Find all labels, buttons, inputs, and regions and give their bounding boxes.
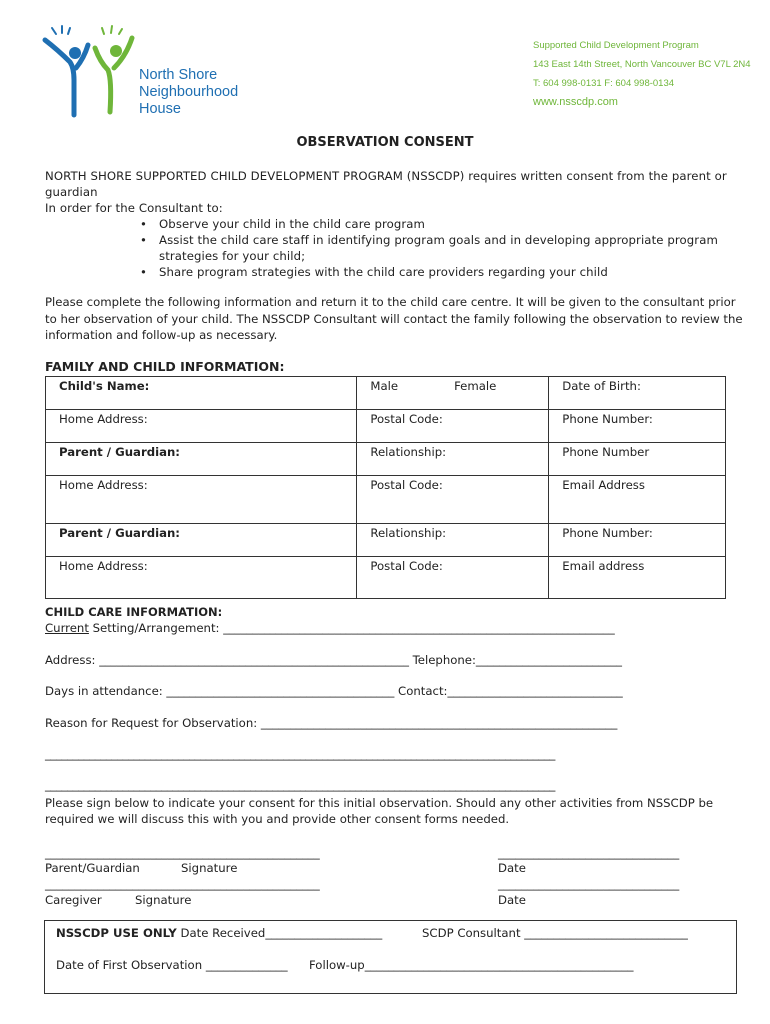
- field-date-of-birth[interactable]: Date of Birth:: [549, 377, 726, 410]
- field-phone-number[interactable]: Phone Number: [549, 443, 726, 476]
- intro: NORTH SHORE SUPPORTED CHILD DEVELOPMENT PROGRAM (NSSCDP) requires written consent from the parent or guardian In order for the Consultant to: • Observe your child in the child care program • Assist the child care staff in identifying program goals and in developing appropriate program strategies for your child; • Share program strategies with the child care providers regarding your child: [45, 168, 745, 280]
- field-date-received[interactable]: Date Received____________________: [180, 926, 383, 940]
- consultant-task-list: [45, 216, 745, 280]
- table-row: [46, 476, 726, 524]
- org-name: North Shore Neighbourhood House: [139, 67, 239, 117]
- field-postal-code[interactable]: Postal Code:: [357, 476, 549, 524]
- field-sex[interactable]: Male Female: [357, 377, 549, 410]
- list-item: • Assist the child care staff in identifying program goals and in developing appropriate program strategies for your child;: [137, 232, 733, 264]
- field-follow-up[interactable]: Follow-up______________________________________________: [309, 958, 634, 972]
- program-name: Supported Child Development Program: [533, 40, 699, 51]
- field-postal-code[interactable]: Postal Code:: [357, 410, 549, 443]
- caregiver-date-line[interactable]: _______________________________: [498, 877, 680, 891]
- list-item: • Share program strategies with the child care providers regarding your child: [137, 264, 745, 280]
- field-child-name[interactable]: Child's Name:: [46, 377, 357, 410]
- field-reason-cont[interactable]: ____________________________________________________________________________________________: [45, 747, 556, 761]
- program-phones: T: 604 998-0131 F: 604 998-0134: [533, 78, 675, 89]
- field-home-address[interactable]: Home Address:: [46, 557, 357, 599]
- field-address-telephone[interactable]: Address: _____________________________________________________ Telephone:_________________________: [45, 653, 623, 667]
- field-relationship[interactable]: Relationship:: [357, 524, 549, 557]
- field-scdp-consultant[interactable]: SCDP Consultant ____________________________: [422, 926, 688, 940]
- field-phone-number[interactable]: Phone Number:: [549, 410, 726, 443]
- caregiver-label: Caregiver: [45, 893, 102, 907]
- table-row: [46, 410, 726, 443]
- consent-statement: Please sign below to indicate your consent for this initial observation. Should any other activities from NSSCDP be required we will discuss this with you and provide other consent forms needed.: [45, 796, 714, 826]
- field-current-setting[interactable]: Current Setting/Arrangement: ___________________________________________________________________: [45, 621, 615, 635]
- date-label: Date: [498, 861, 526, 875]
- signature-label: Signature: [135, 893, 192, 907]
- field-reason-cont[interactable]: ____________________________________________________________________________________________: [45, 778, 556, 792]
- field-phone-number[interactable]: Phone Number:: [549, 524, 726, 557]
- office-use-label: NSSCDP USE ONLY: [56, 926, 177, 940]
- contact-block: [533, 36, 751, 112]
- field-days-contact[interactable]: Days in attendance: _______________________________________ Contact:______________________________: [45, 684, 623, 698]
- table-row: [46, 557, 726, 599]
- field-reason[interactable]: Reason for Request for Observation: _____________________________________________________________: [45, 716, 618, 730]
- field-first-observation[interactable]: Date of First Observation ______________: [56, 958, 288, 972]
- field-home-address[interactable]: Home Address:: [46, 410, 357, 443]
- field-parent-guardian[interactable]: Parent / Guardian:: [46, 524, 357, 557]
- caregiver-signature-line[interactable]: _______________________________________________: [45, 877, 320, 891]
- program-website[interactable]: www.nsscdp.com: [533, 96, 618, 108]
- list-item: • Observe your child in the child care program: [137, 216, 745, 232]
- field-parent-guardian[interactable]: Parent / Guardian:: [46, 443, 357, 476]
- table-row: [46, 524, 726, 557]
- table-row: [46, 443, 726, 476]
- instructions-paragraph: Please complete the following information and return it to the child care centre. It will be given to the consultant prior to her observation of your child. The NSSCDP Consultant will contact the family following the observation to review the information and follow-up as necessary.: [45, 295, 743, 342]
- field-email-address[interactable]: Email Address: [549, 476, 726, 524]
- field-postal-code[interactable]: Postal Code:: [357, 557, 549, 599]
- field-relationship[interactable]: Relationship:: [357, 443, 549, 476]
- date-label: Date: [498, 893, 526, 907]
- nsnh-logo-graphic: [40, 20, 140, 120]
- family-section-heading: FAMILY AND CHILD INFORMATION:: [45, 359, 285, 374]
- office-use-row: [56, 926, 382, 940]
- program-address: 143 East 14th Street, North Vancouver BC V7L 2N4: [533, 59, 751, 70]
- table-row: [46, 377, 726, 410]
- family-info-table: [45, 376, 726, 599]
- field-home-address[interactable]: Home Address:: [46, 476, 357, 524]
- parent-signature-line[interactable]: _______________________________________________: [45, 846, 320, 860]
- page-title: OBSERVATION CONSENT: [296, 135, 474, 150]
- field-email-address[interactable]: Email address: [549, 557, 726, 599]
- childcare-section-heading: CHILD CARE INFORMATION:: [45, 605, 223, 619]
- parent-guardian-label: Parent/Guardian: [45, 861, 140, 875]
- signature-label: Signature: [181, 861, 238, 875]
- parent-date-line[interactable]: _______________________________: [498, 846, 680, 860]
